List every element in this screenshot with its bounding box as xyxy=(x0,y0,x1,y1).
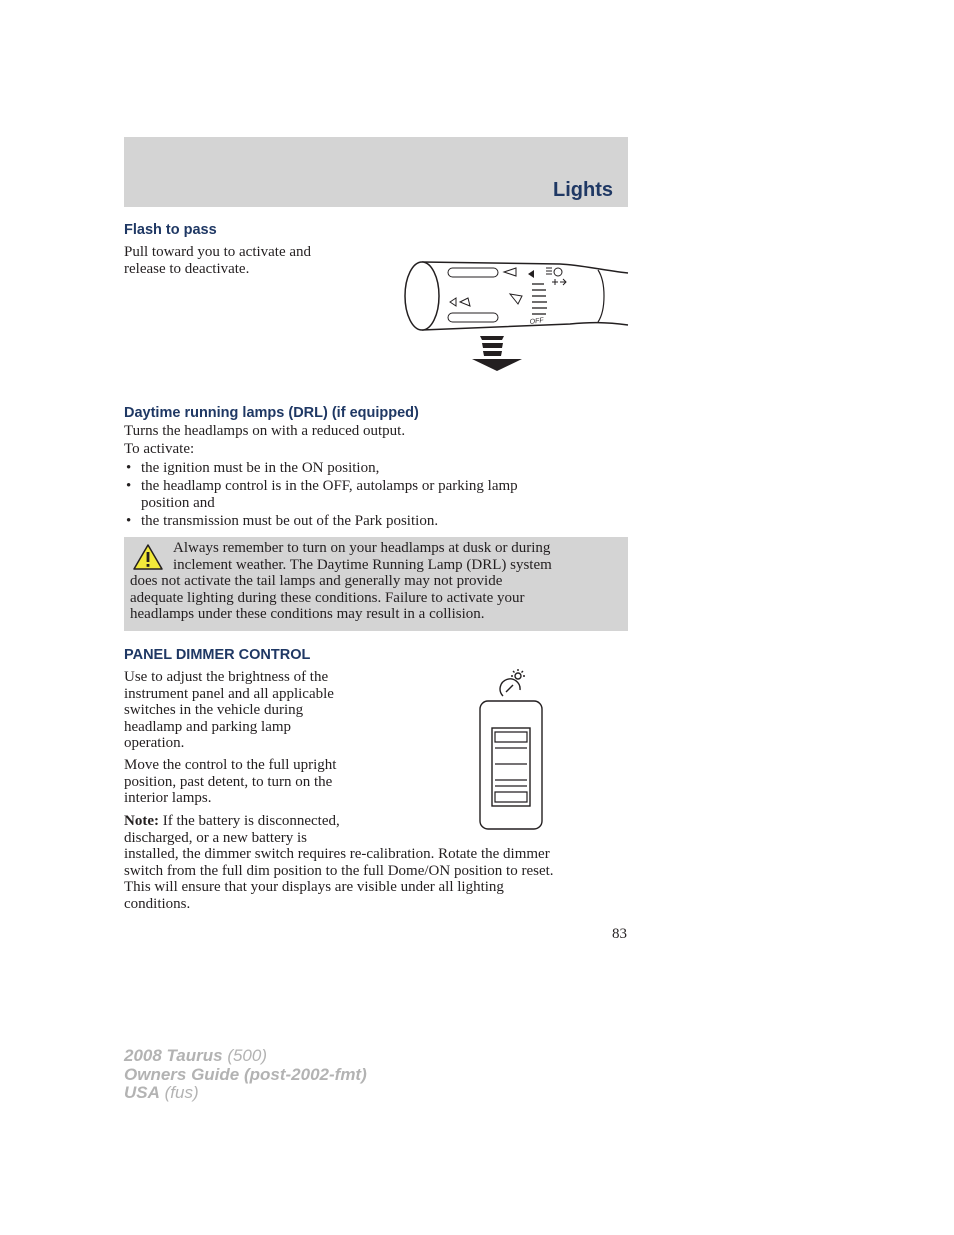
para-line: operation. xyxy=(124,735,185,751)
warning-line-1: Always remember to turn on your headlamps at dusk or during xyxy=(173,540,551,556)
para-line: discharged, or a new battery is xyxy=(124,829,307,846)
bullet-text-continued: position and xyxy=(141,494,215,511)
headlamp-icon xyxy=(546,268,562,276)
bullet-dot: • xyxy=(126,460,132,476)
bullet-text: the transmission must be out of the Park position. xyxy=(141,513,439,529)
bullet-dot: • xyxy=(126,478,132,494)
bullet-text: the headlamp control is in the OFF, autolamps or parking lamp xyxy=(141,478,518,494)
parking-lamp-icon xyxy=(552,279,566,285)
bullet-dot: • xyxy=(126,513,132,529)
section-title: Lights xyxy=(553,179,613,201)
wiper-icon xyxy=(504,268,522,304)
drl-line-2: To activate: xyxy=(124,441,195,457)
para-line: headlamp and parking lamp xyxy=(124,718,292,735)
page-number: 83 xyxy=(612,926,627,942)
para-line: position, past detent, to turn on the xyxy=(124,773,333,790)
washer-icon xyxy=(450,298,470,306)
footer-model: 2008 Taurus xyxy=(124,1046,223,1065)
list-item xyxy=(124,478,604,511)
multifunction-lever-illustration xyxy=(400,258,632,376)
para-line: Use to adjust the brightness of the xyxy=(124,669,329,685)
para-line: instrument panel and all applicable xyxy=(124,685,334,702)
para-line: switch from the full dim position to the full Dome/ON position to reset. xyxy=(124,862,554,879)
footer-model-code: (500) xyxy=(222,1046,268,1065)
flash-to-pass-heading: Flash to pass xyxy=(124,222,217,238)
flash-to-pass-line-2: release to deactivate. xyxy=(124,261,250,277)
panel-dimmer-para-1 xyxy=(124,669,334,752)
warning-box xyxy=(124,537,628,631)
warning-line-3: does not activate the tail lamps and generally may not provide xyxy=(130,573,503,589)
section-header-band xyxy=(124,137,628,207)
bullet-text: the ignition must be in the ON position, xyxy=(141,460,380,476)
para-line: installed, the dimmer switch requires re-calibration. Rotate the dimmer xyxy=(124,846,550,862)
dimmer-gauge-icon xyxy=(500,669,525,696)
off-label: OFF xyxy=(529,317,545,326)
drl-heading: Daytime running lamps (DRL) (if equipped) xyxy=(124,405,419,421)
warning-text xyxy=(130,540,616,623)
pull-arrow-icon xyxy=(472,336,522,371)
panel-dimmer-para-2 xyxy=(124,757,336,807)
panel-dimmer-switch-illustration xyxy=(476,668,548,832)
warning-line-5: headlamps under these conditions may result in a collision. xyxy=(130,606,485,622)
warning-line-2: inclement weather. The Daytime Running Lamp (DRL) system xyxy=(173,556,552,573)
footer-market: USA xyxy=(124,1083,160,1102)
list-item xyxy=(124,513,604,530)
para-line: This will ensure that your displays are visible under all lighting xyxy=(124,879,504,895)
note-label: Note: xyxy=(124,813,159,829)
note-first-line: If the battery is disconnected, xyxy=(158,813,340,829)
para-line: interior lamps. xyxy=(124,790,212,806)
high-beam-marker-icon xyxy=(528,270,534,278)
list-item xyxy=(124,460,604,477)
para-line: conditions. xyxy=(124,895,191,912)
flash-to-pass-line-1: Pull toward you to activate and xyxy=(124,244,312,260)
document-footer xyxy=(124,1047,367,1103)
footer-guide: Owners Guide (post-2002-fmt) xyxy=(124,1064,367,1084)
drl-line-1: Turns the headlamps on with a reduced output. xyxy=(124,423,406,439)
warning-line-4: adequate lighting during these conditions. Failure to activate your xyxy=(130,589,525,606)
para-line: Move the control to the full upright xyxy=(124,757,337,773)
footer-market-code: (fus) xyxy=(159,1083,199,1102)
panel-dimmer-heading: PANEL DIMMER CONTROL xyxy=(124,647,311,663)
intermittent-wiper-bars xyxy=(532,284,547,314)
para-line: switches in the vehicle during xyxy=(124,702,304,718)
